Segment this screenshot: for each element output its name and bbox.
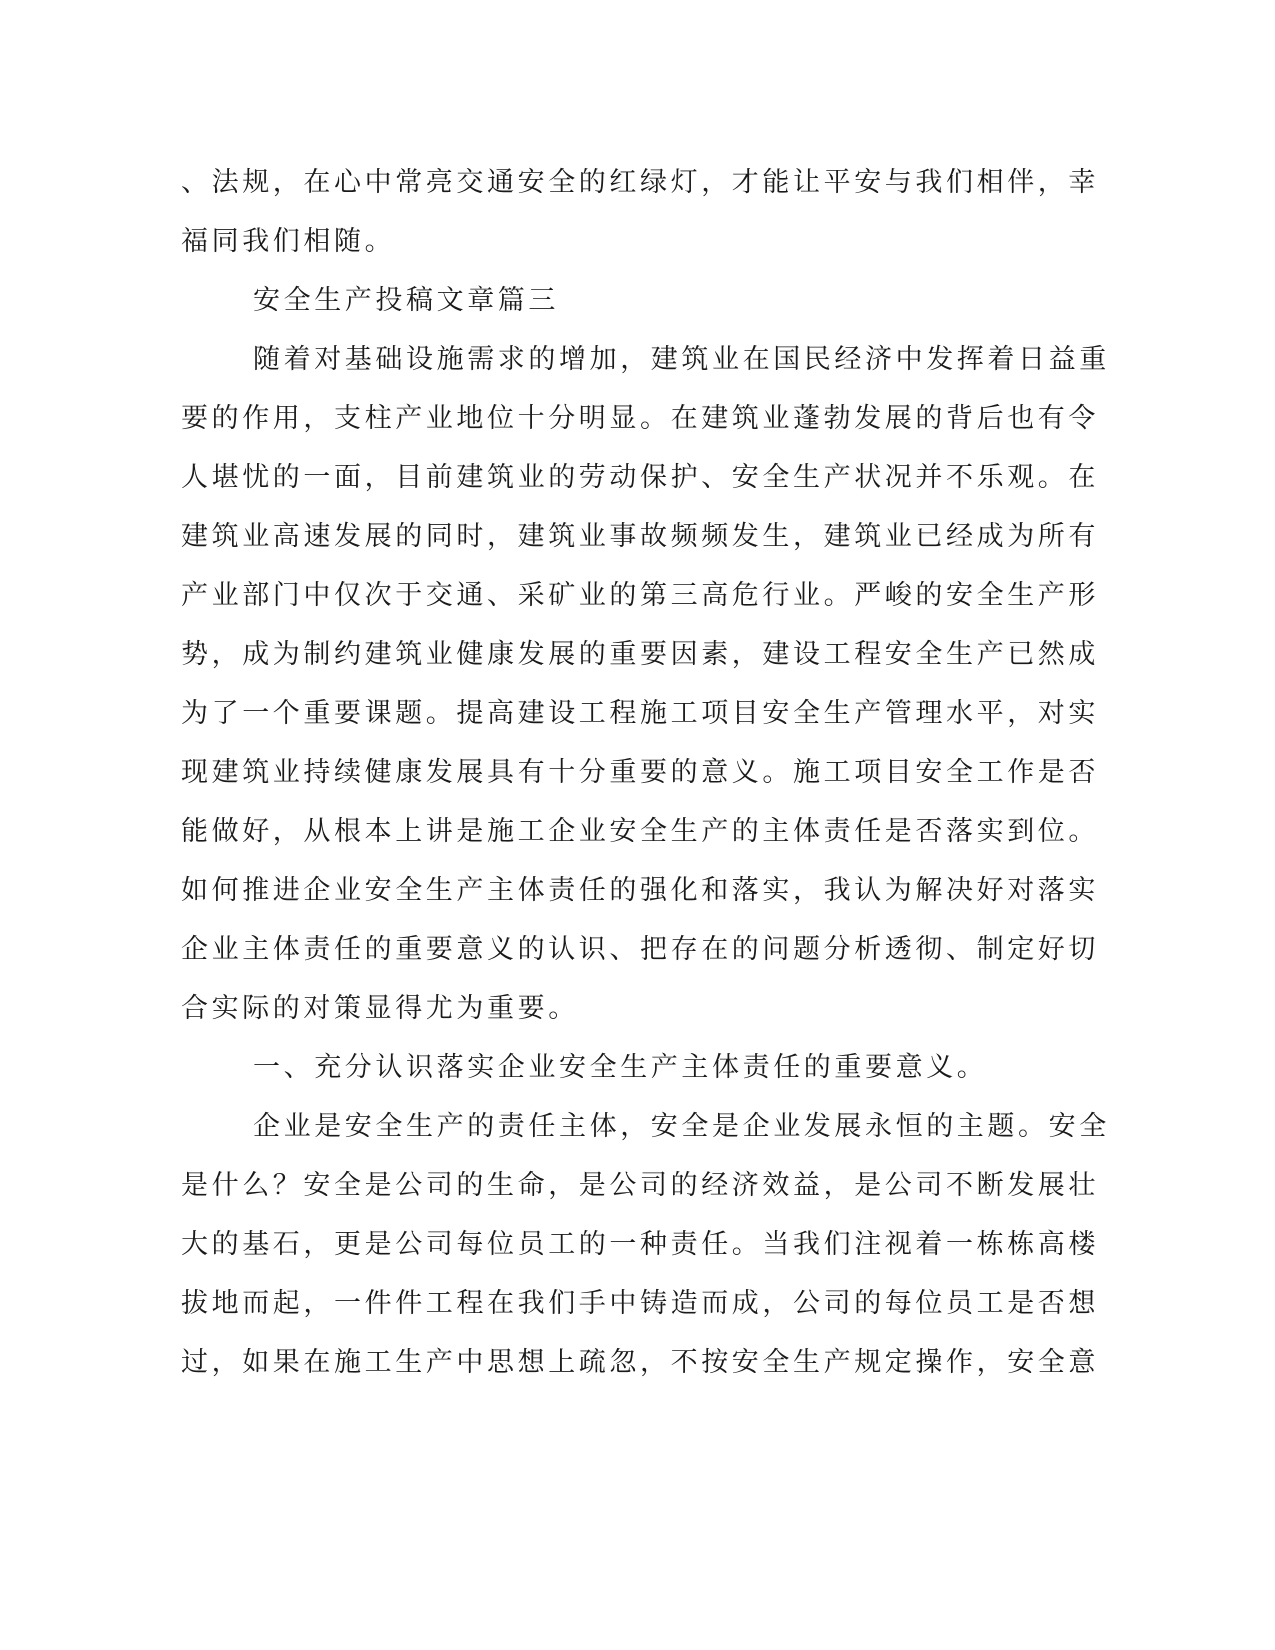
text-line: 随着对基础设施需求的增加，建筑业在国民经济中发挥着日益重: [253, 344, 1110, 375]
text-line: 能做好，从根本上讲是施工企业安全生产的主体责任是否落实到位。: [181, 816, 1099, 847]
text-line: 大的基石，更是公司每位员工的一种责任。当我们注视着一栋栋高楼: [181, 1229, 1099, 1260]
text-line: 合实际的对策显得尤为重要。: [181, 993, 579, 1024]
text-line: 企业主体责任的重要意义的认识、把存在的问题分析透彻、制定好切: [181, 934, 1099, 965]
text-line: 福同我们相随。: [181, 226, 396, 257]
text-line: 是什么？安全是公司的生命，是公司的经济效益，是公司不断发展壮: [181, 1170, 1099, 1201]
text-line: 拔地而起，一件件工程在我们手中铸造而成，公司的每位员工是否想: [181, 1288, 1099, 1319]
text-line: 要的作用，支柱产业地位十分明显。在建筑业蓬勃发展的背后也有令: [181, 403, 1099, 434]
section-heading: 安全生产投稿文章篇三: [253, 285, 559, 316]
text-line: 过，如果在施工生产中思想上疏忽，不按安全生产规定操作，安全意: [181, 1347, 1099, 1378]
text-line: 人堪忧的一面，目前建筑业的劳动保护、安全生产状况并不乐观。在: [181, 462, 1099, 493]
text-line: 如何推进企业安全生产主体责任的强化和落实，我认为解决好对落实: [181, 875, 1099, 906]
text-line: 产业部门中仅次于交通、采矿业的第三高危行业。严峻的安全生产形: [181, 580, 1099, 611]
subsection-heading: 一、充分认识落实企业安全生产主体责任的重要意义。: [253, 1052, 988, 1083]
text-line: 企业是安全生产的责任主体，安全是企业发展永恒的主题。安全: [253, 1111, 1110, 1142]
text-line: 建筑业高速发展的同时，建筑业事故频频发生，建筑业已经成为所有: [181, 521, 1099, 552]
text-line: 、法规，在心中常亮交通安全的红绿灯，才能让平安与我们相伴，幸: [181, 167, 1099, 198]
text-line: 势，成为制约建筑业健康发展的重要因素，建设工程安全生产已然成: [181, 639, 1099, 670]
text-line: 现建筑业持续健康发展具有十分重要的意义。施工项目安全工作是否: [181, 757, 1099, 788]
text-line: 为了一个重要课题。提高建设工程施工项目安全生产管理水平，对实: [181, 698, 1099, 729]
